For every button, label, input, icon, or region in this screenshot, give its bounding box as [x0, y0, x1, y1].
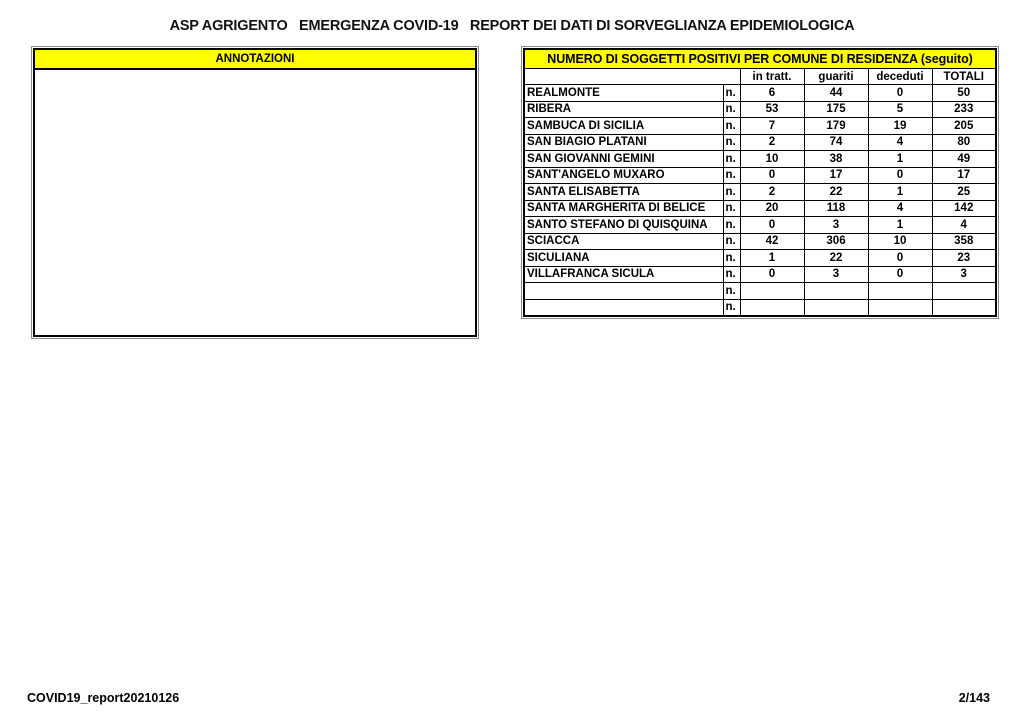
- deceduti-cell: [868, 299, 932, 316]
- totali-cell: 205: [932, 118, 996, 135]
- n-label-cell: n.: [723, 118, 740, 135]
- totali-cell: [932, 283, 996, 300]
- footer-page-number: 2/143: [958, 691, 990, 705]
- guariti-cell: 74: [804, 134, 868, 151]
- n-label-cell: n.: [723, 217, 740, 234]
- header-deceduti: deceduti: [868, 69, 932, 85]
- n-label-cell: n.: [723, 250, 740, 267]
- header-in-tratt: in tratt.: [740, 69, 804, 85]
- in-tratt-cell: 7: [740, 118, 804, 135]
- n-label-cell: n.: [723, 266, 740, 283]
- totali-cell: 23: [932, 250, 996, 267]
- comune-cell: SANT'ANGELO MUXARO: [524, 167, 723, 184]
- guariti-cell: [804, 299, 868, 316]
- table-title: NUMERO DI SOGGETTI POSITIVI PER COMUNE DI RESIDENZA (seguito): [524, 49, 996, 69]
- guariti-cell: 175: [804, 101, 868, 118]
- deceduti-cell: 4: [868, 134, 932, 151]
- table-row: [524, 217, 996, 234]
- totali-cell: 80: [932, 134, 996, 151]
- in-tratt-cell: 20: [740, 200, 804, 217]
- annotations-body: [35, 70, 475, 335]
- table-row: [524, 250, 996, 267]
- in-tratt-cell: 6: [740, 85, 804, 102]
- totali-cell: [932, 299, 996, 316]
- table-row: [524, 266, 996, 283]
- deceduti-cell: 0: [868, 250, 932, 267]
- totali-cell: 358: [932, 233, 996, 250]
- table-row: [524, 134, 996, 151]
- n-label-cell: n.: [723, 85, 740, 102]
- n-label-cell: n.: [723, 167, 740, 184]
- totali-cell: 49: [932, 151, 996, 168]
- totali-cell: 4: [932, 217, 996, 234]
- page-title: ASP AGRIGENTO EMERGENZA COVID-19 REPORT DEI DATI DI SORVEGLIANZA EPIDEMIOLOGICA: [169, 18, 855, 34]
- in-tratt-cell: 0: [740, 167, 804, 184]
- deceduti-cell: [868, 283, 932, 300]
- annotations-panel: [33, 48, 477, 337]
- guariti-cell: 22: [804, 250, 868, 267]
- comune-cell: SICULIANA: [524, 250, 723, 267]
- guariti-cell: 44: [804, 85, 868, 102]
- table-title-row: [524, 49, 996, 69]
- deceduti-cell: 1: [868, 184, 932, 201]
- deceduti-cell: 10: [868, 233, 932, 250]
- table-row: [524, 118, 996, 135]
- header-totali: TOTALI: [932, 69, 996, 85]
- deceduti-cell: 0: [868, 266, 932, 283]
- n-label-cell: n.: [723, 200, 740, 217]
- in-tratt-cell: 1: [740, 250, 804, 267]
- header-guariti: guariti: [804, 69, 868, 85]
- totali-cell: 233: [932, 101, 996, 118]
- comune-cell: RIBERA: [524, 101, 723, 118]
- comune-cell: SANTO STEFANO DI QUISQUINA: [524, 217, 723, 234]
- guariti-cell: 118: [804, 200, 868, 217]
- header-blank-cell: [524, 69, 740, 85]
- comune-cell: SAN GIOVANNI GEMINI: [524, 151, 723, 168]
- in-tratt-cell: [740, 283, 804, 300]
- table-row: [524, 85, 996, 102]
- in-tratt-cell: 0: [740, 266, 804, 283]
- guariti-cell: 179: [804, 118, 868, 135]
- n-label-cell: n.: [723, 299, 740, 316]
- table-row: [524, 151, 996, 168]
- guariti-cell: 38: [804, 151, 868, 168]
- in-tratt-cell: 0: [740, 217, 804, 234]
- table-row: [524, 167, 996, 184]
- comuni-table-body: [524, 85, 996, 317]
- table-row: [524, 299, 996, 316]
- guariti-cell: 17: [804, 167, 868, 184]
- guariti-cell: [804, 283, 868, 300]
- n-label-cell: n.: [723, 134, 740, 151]
- in-tratt-cell: 42: [740, 233, 804, 250]
- comune-cell: [524, 299, 723, 316]
- table-row: [524, 101, 996, 118]
- in-tratt-cell: 2: [740, 134, 804, 151]
- comune-cell: SAN BIAGIO PLATANI: [524, 134, 723, 151]
- table-row: [524, 200, 996, 217]
- n-label-cell: n.: [723, 151, 740, 168]
- totali-cell: 142: [932, 200, 996, 217]
- deceduti-cell: 19: [868, 118, 932, 135]
- deceduti-cell: 0: [868, 85, 932, 102]
- totali-cell: 3: [932, 266, 996, 283]
- in-tratt-cell: [740, 299, 804, 316]
- footer-filename: COVID19_report20210126: [27, 691, 180, 705]
- deceduti-cell: 1: [868, 151, 932, 168]
- comune-cell: SCIACCA: [524, 233, 723, 250]
- guariti-cell: 3: [804, 266, 868, 283]
- table-row: [524, 184, 996, 201]
- in-tratt-cell: 10: [740, 151, 804, 168]
- deceduti-cell: 4: [868, 200, 932, 217]
- annotations-header: ANNOTAZIONI: [35, 50, 475, 70]
- comune-cell: REALMONTE: [524, 85, 723, 102]
- in-tratt-cell: 53: [740, 101, 804, 118]
- n-label-cell: n.: [723, 184, 740, 201]
- guariti-cell: 22: [804, 184, 868, 201]
- table-header-row: [524, 69, 996, 85]
- table-row: [524, 233, 996, 250]
- comune-cell: SANTA ELISABETTA: [524, 184, 723, 201]
- n-label-cell: n.: [723, 101, 740, 118]
- comune-cell: [524, 283, 723, 300]
- deceduti-cell: 1: [868, 217, 932, 234]
- comune-cell: VILLAFRANCA SICULA: [524, 266, 723, 283]
- in-tratt-cell: 2: [740, 184, 804, 201]
- deceduti-cell: 0: [868, 167, 932, 184]
- guariti-cell: 3: [804, 217, 868, 234]
- comune-cell: SAMBUCA DI SICILIA: [524, 118, 723, 135]
- totali-cell: 50: [932, 85, 996, 102]
- deceduti-cell: 5: [868, 101, 932, 118]
- n-label-cell: n.: [723, 233, 740, 250]
- totali-cell: 25: [932, 184, 996, 201]
- positives-by-comune-table: [523, 48, 997, 317]
- n-label-cell: n.: [723, 283, 740, 300]
- table-row: [524, 283, 996, 300]
- comune-cell: SANTA MARGHERITA DI BELICE: [524, 200, 723, 217]
- totali-cell: 17: [932, 167, 996, 184]
- guariti-cell: 306: [804, 233, 868, 250]
